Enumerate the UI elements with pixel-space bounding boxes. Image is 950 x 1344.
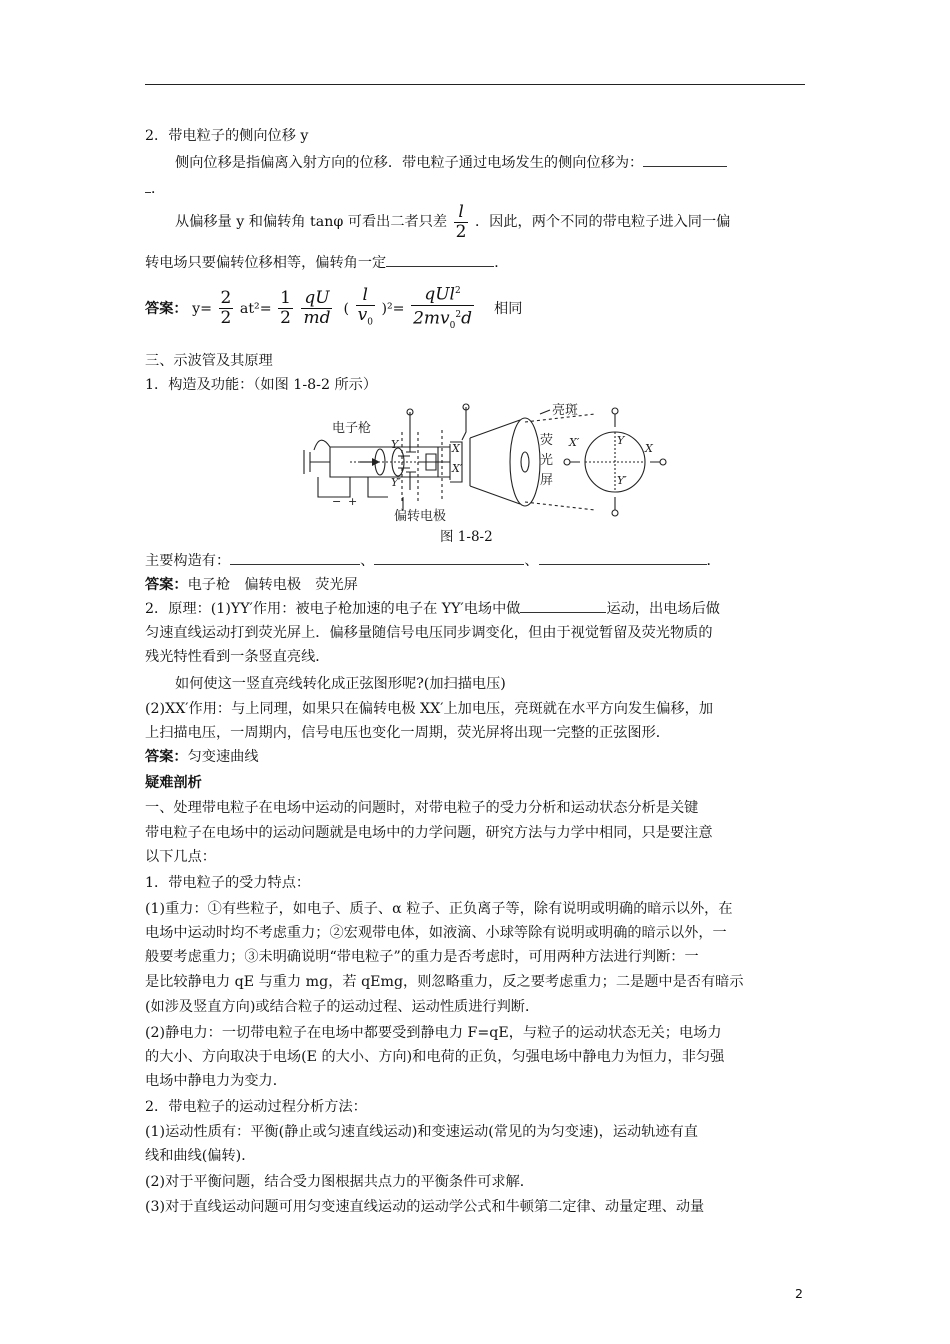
paragraph-line: 般要考虑重力；③未明确说明“带电粒子”的重力是否考虑时，可用两种方法进行判断：一	[145, 949, 699, 965]
paragraph-line: (如涉及竖直方向)或结合粒子的运动过程、运动性质进行判断．	[145, 999, 540, 1015]
screen-label-X: X	[645, 442, 653, 455]
paragraph-line: 以下几点：	[145, 849, 216, 865]
answer-blank	[386, 252, 494, 267]
paragraph-line: 线和曲线(偏转)．	[145, 1148, 256, 1164]
paragraph-line: (2)对于平衡问题，结合受力图根据共点力的平衡条件可求解．	[145, 1174, 534, 1190]
paragraph-line: (2)静电力：一切带电粒子在电场中都要受到静电力 F=qE，与粒子的运动状态无关；电场力	[145, 1025, 722, 1041]
paragraph-line: 主要构造有： 、 、 ．	[145, 550, 721, 572]
answer-blank	[230, 550, 360, 565]
section-title: 2．带电粒子的侧向位移 y	[145, 128, 309, 144]
paragraph-line: 2．带电粒子的运动过程分析方法：	[145, 1099, 367, 1115]
paragraph-line: 电场中静电力为变力．	[145, 1073, 287, 1089]
paragraph-line: 2．原理：(1)YY′作用：被电子枪加速的电子在 YY′电场中做 运动，出电场后做	[145, 598, 720, 620]
paragraph-line: ．	[145, 178, 165, 200]
section-title: 三、示波管及其原理	[145, 353, 273, 369]
label-Y: Y	[391, 438, 399, 451]
label-X-prime: X′	[452, 462, 463, 475]
paragraph-line: 上扫描电压，一周期内，信号电压也变化一周期，荧光屏将出现一完整的正弦图形．	[145, 725, 670, 741]
paragraph-line: 如何使这一竖直亮线转化成正弦图形呢?(加扫描电压)	[175, 676, 506, 692]
label-bright-spot: 亮斑	[552, 403, 579, 418]
paragraph-line: (3)对于直线运动问题可用匀变速直线运动的运动学公式和牛顿第二定律、动量定理、动量	[145, 1199, 705, 1215]
paragraph-line: 1．带电粒子的受力特点：	[145, 875, 311, 891]
screen-label-Y: Y	[617, 434, 625, 447]
paragraph-line: 电场中运动时均不考虑重力；②宏观带电体，如液滴、小球等除有说明或明确的暗示以外，一	[145, 925, 727, 941]
answer-blank	[539, 550, 707, 565]
paragraph-line: 从偏移量 y 和偏转角 tanφ 可看出二者只差 $\frac{l}{2}$ ．因此，两个不同的带电粒子进入同一偏	[175, 201, 731, 242]
oscilloscope-tube-diagram	[290, 402, 670, 522]
section-title: 疑难剖析	[145, 775, 202, 791]
arrow-head-icon	[372, 458, 380, 466]
answer-line: 答案：匀变速曲线	[145, 749, 259, 765]
label-screen-3: 屏	[540, 473, 554, 488]
answer-formula-line: 答案： y= $\frac{2}{2}$ at²= $\frac{1}{2}$ $\frac{qU}{md}$ ( $\frac{l}{v_0}$ )²= $\frac{qUl^2}{2mv_0^2d}$ 相同	[145, 282, 522, 336]
figure-caption: 图 1-8-2	[440, 529, 493, 545]
screen-label-Y-prime: Y′	[617, 474, 627, 487]
paragraph-line: 带电粒子在电场中的运动问题就是电场中的力学问题，研究方法与力学中相同，只是要注意	[145, 825, 713, 841]
paragraph-line: (2)XX′作用：与上同理，如果只在偏转电极 XX′上加电压，亮斑就在水平方向发生偏移，加	[145, 701, 714, 717]
paragraph-line: 匀速直线运动打到荧光屏上．偏移量随信号电压同步调变化，但由于视觉暂留及荧光物质的	[145, 625, 713, 641]
fraction-l-over-2: $\frac{l}{2}$	[455, 201, 467, 242]
label-electron-gun: 电子枪	[332, 421, 372, 436]
label-X: X	[452, 442, 460, 455]
paragraph-line: 一、处理带电粒子在电场中运动的问题时，对带电粒子的受力分析和运动状态分析是关键	[145, 800, 699, 816]
paragraph-line: (1)运动性质有：平衡(静止或匀速直线运动)和变速运动(常见的为匀变速)，运动轨迹有直	[145, 1124, 698, 1140]
paragraph-line: 是比较静电力 qE 与重力 mg，若 qEmg，则忽略重力，反之要考虑重力；二是题中是否有暗示	[145, 974, 744, 990]
answer-blank	[643, 152, 727, 167]
header-rule	[145, 84, 805, 85]
paragraph-line: 的大小、方向取决于电场(E 的大小、方向)和电荷的正负，匀强电场中静电力为恒力，非匀强	[145, 1049, 725, 1065]
screen-label-X-prime: X′	[569, 436, 580, 449]
label-minus: −	[332, 495, 342, 508]
label-plus: +	[348, 495, 358, 508]
label-deflection-plates: 偏转电极	[394, 509, 447, 522]
answer-line: 答案：电子枪 偏转电极 荧光屏	[145, 577, 358, 593]
page-number: 2	[795, 1286, 803, 1301]
paragraph-line: 1．构造及功能：（如图 1-8-2 所示）	[145, 377, 378, 393]
paragraph-line: 残光特性看到一条竖直亮线．	[145, 649, 330, 665]
label-screen-2: 光	[540, 453, 554, 468]
label-screen-1: 荧	[540, 433, 554, 448]
answer-blank	[520, 598, 606, 613]
paragraph-line: 侧向位移是指偏离入射方向的位移．带电粒子通过电场发生的侧向位移为：	[175, 152, 727, 174]
answer-blank	[374, 550, 524, 565]
label-Y-prime: Y′	[391, 476, 401, 489]
paragraph-line: (1)重力：①有些粒子，如电子、质子、α 粒子、正负离子等，除有说明或明确的暗示以外，在	[145, 901, 733, 917]
paragraph-line: 转电场只要偏转位移相等，偏转角一定 ．	[145, 252, 508, 274]
